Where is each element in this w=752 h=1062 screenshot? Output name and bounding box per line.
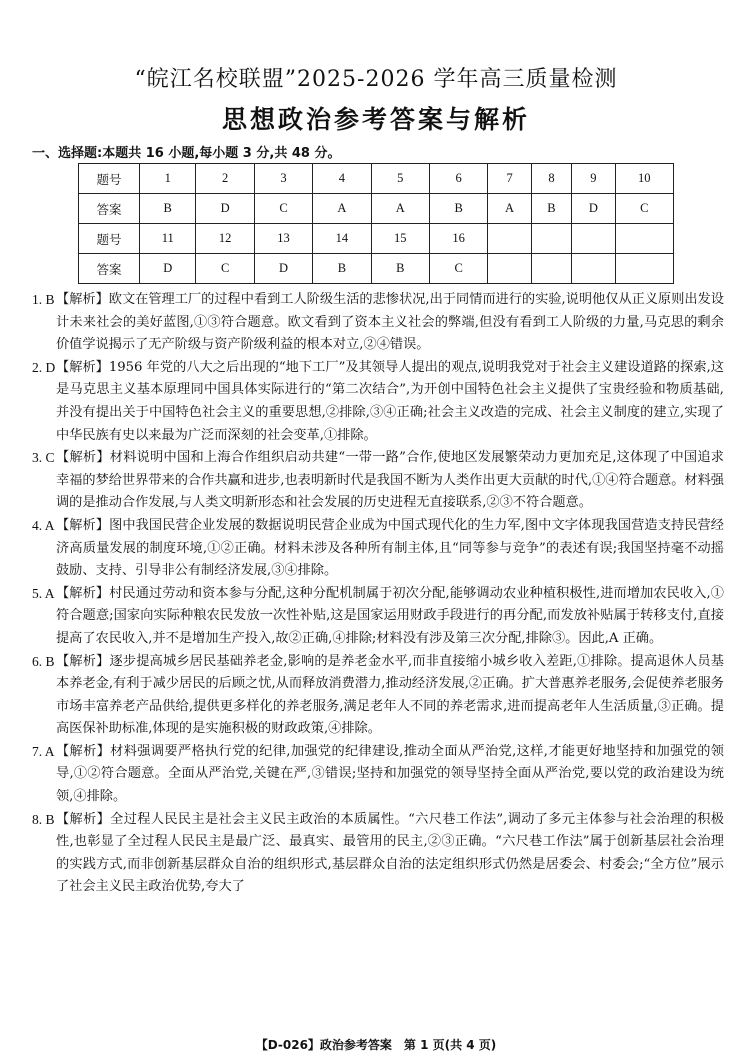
table-cell: 15 — [371, 224, 429, 254]
table-cell: 11 — [140, 224, 196, 254]
explanation-text: 【解析】逐步提高城乡居民基础养老金,影响的是养老金水平,而非直接缩小城乡收入差距,①排除。提高退休人员基本养老金,有利于减少居民的后顾之忧,从而释放消费潜力,推动经济发展,②正确。扩大普惠养老服务,会促使养老服务市场丰富养老产品供给,提供更多样化的养老服务,满足老年人不同的养老需求,进而提高老年人生活质量,③正确。提高医保补助标准,体现的是实施积极的财政政策,④排除。 — [56, 653, 724, 737]
question-number: 2. D — [32, 359, 56, 375]
table-cell: A — [371, 194, 429, 224]
table-cell: D — [196, 194, 254, 224]
question-number: 3. C — [32, 450, 55, 466]
table-cell: B — [371, 254, 429, 284]
table-cell — [488, 254, 531, 284]
explanation-item — [32, 289, 724, 357]
row-header-cell: 题号 — [79, 224, 140, 254]
table-cell: B — [531, 194, 571, 224]
table-cell: 13 — [254, 224, 312, 254]
table-cell: B — [140, 194, 196, 224]
table-cell: 9 — [572, 164, 615, 194]
table-cell: 6 — [429, 164, 487, 194]
table-cell: 10 — [615, 164, 673, 194]
table-cell: A — [488, 194, 531, 224]
table-cell — [531, 224, 571, 254]
question-number: 6. B — [32, 653, 55, 669]
explanation-item — [32, 583, 724, 651]
table-cell: 16 — [429, 224, 487, 254]
table-cell — [488, 224, 531, 254]
explanation-text: 【解析】村民通过劳动和资本参与分配,这种分配机制属于初次分配,能够调动农业种植积极性,进而增加农民收入,①符合题意;国家向实际种粮农民发放一次性补贴,这是国家运用财政手段进行的再分配,而发放补贴属于转移支付,直接提高了农民收入,并不是增加生产投入,故②正确,④排除;材料没有涉及第三次分配,排除③。因此,A 正确。 — [56, 585, 724, 646]
table-cell: 4 — [313, 164, 371, 194]
answer-table-row — [79, 194, 674, 224]
table-cell: C — [254, 194, 312, 224]
table-cell: D — [254, 254, 312, 284]
table-cell — [615, 224, 673, 254]
explanation-item — [32, 651, 724, 741]
explanation-item — [32, 741, 724, 809]
table-cell: A — [313, 194, 371, 224]
row-header-cell: 答案 — [79, 194, 140, 224]
answer-table-row — [79, 254, 674, 284]
answer-table-row — [79, 224, 674, 254]
explanation-text: 【解析】图中我国民营企业发展的数据说明民营企业成为中国式现代化的生力军,图中文字体现我国营造支持民营经济高质量发展的制度环境,①②正确。材料未涉及各种所有制主体,且“同等参与竞争”的表述有误;我国坚持毫不动摇鼓励、支持、引导非公有制经济发展,③④排除。 — [56, 517, 724, 579]
explanations — [32, 289, 724, 899]
document-title: 思想政治参考答案与解析 — [221, 105, 530, 134]
question-number: 7. A — [32, 743, 55, 759]
question-number: 5. A — [32, 585, 55, 601]
table-cell — [531, 254, 571, 284]
table-cell: 8 — [531, 164, 571, 194]
explanation-item — [32, 447, 724, 515]
explanation-item — [32, 809, 724, 899]
section-heading: 一、选择题:本题共 16 小题,每小题 3 分,共 48 分。 — [32, 146, 341, 161]
explanation-text: 【解析】欧文在管理工厂的过程中看到工人阶级生活的悲惨状况,出于同情而进行的实验,说明他仅从正义原则出发设计未来社会的美好蓝图,①③符合题意。欧文看到了资本主义社会的弊端,但没有看到工人阶级的力量,马克思的剩余价值学说揭示了无产阶级与资产阶级利益的根本对立,②④错误。 — [56, 292, 724, 353]
question-number: 8. B — [32, 811, 55, 827]
table-cell: B — [313, 254, 371, 284]
explanation-text: 【解析】材料强调要严格执行党的纪律,加强党的纪律建设,推动全面从严治党,这样,才能更好地坚持和加强党的领导,①②符合题意。全面从严治党,关键在严,③错误;坚持和加强党的领导坚持全面从严治党,要以党的政治建设为统领,④排除。 — [56, 743, 724, 805]
table-cell: 12 — [196, 224, 254, 254]
question-number: 1. B — [32, 292, 55, 307]
table-cell: C — [615, 194, 673, 224]
table-cell — [615, 254, 673, 284]
table-cell: D — [140, 254, 196, 284]
table-cell: C — [429, 254, 487, 284]
table-cell: 14 — [313, 224, 371, 254]
table-cell: D — [572, 194, 615, 224]
table-cell: 2 — [196, 164, 254, 194]
question-number: 4. A — [32, 517, 55, 533]
row-header-cell: 答案 — [79, 254, 140, 284]
explanation-text: 【解析】1956 年党的八大之后出现的“地下工厂”及其领导人提出的观点,说明我党对于社会主义建设道路的探索,这是马克思主义基本原理同中国具体实际进行的“第二次结合”,为开创中国特色社会主义提供了宝贵经验和物质基础,并没有提出关于中国特色社会主义的重要思想,②排除,③④正确;社会主义改造的完成、社会主义制度的建立,实现了中华民族有史以来最为广泛而深刻的社会变革,①排除。 — [56, 359, 724, 443]
table-cell: B — [429, 194, 487, 224]
explanation-item — [32, 515, 724, 583]
explanation-text: 【解析】全过程人民民主是社会主义民主政治的本质属性。“六尺巷工作法”,调动了多元主体参与社会治理的积极性,也彰显了全过程人民民主是最广泛、最真实、最管用的民主,②③正确。“六尺巷工作法”属于创新基层社会治理的实践方式,而非创新基层群众自治的组织形式,基层群众自治的法定组织形式仍然是居委会、村委会;“全方位”展示了社会主义民主政治优势,夸大了 — [56, 811, 724, 895]
table-cell — [572, 254, 615, 284]
table-cell — [572, 224, 615, 254]
table-cell: 5 — [371, 164, 429, 194]
table-cell: 1 — [140, 164, 196, 194]
page-footer: 【D-026】政治参考答案 第 1 页(共 4 页) — [255, 1038, 497, 1052]
answer-table — [78, 163, 674, 284]
table-cell: 3 — [254, 164, 312, 194]
answer-table-row — [79, 164, 674, 194]
explanation-text: 【解析】材料说明中国和上海合作组织启动共建“一带一路”合作,使地区发展繁荣动力更加充足,这体现了中国追求幸福的梦给世界带来的合作共赢和进步,也表明新时代是我国不断为人类作出更大贡献的时代,①④符合题意。材料强调的是推动合作发展,与人类文明新形态和社会发展的历史进程无直接联系,②③不符合题意。 — [56, 450, 724, 511]
table-cell: 7 — [488, 164, 531, 194]
row-header-cell: 题号 — [79, 164, 140, 194]
explanation-item — [32, 357, 724, 447]
exam-title: “皖江名校联盟”2025-2026 学年高三质量检测 — [134, 67, 618, 92]
table-cell: C — [196, 254, 254, 284]
